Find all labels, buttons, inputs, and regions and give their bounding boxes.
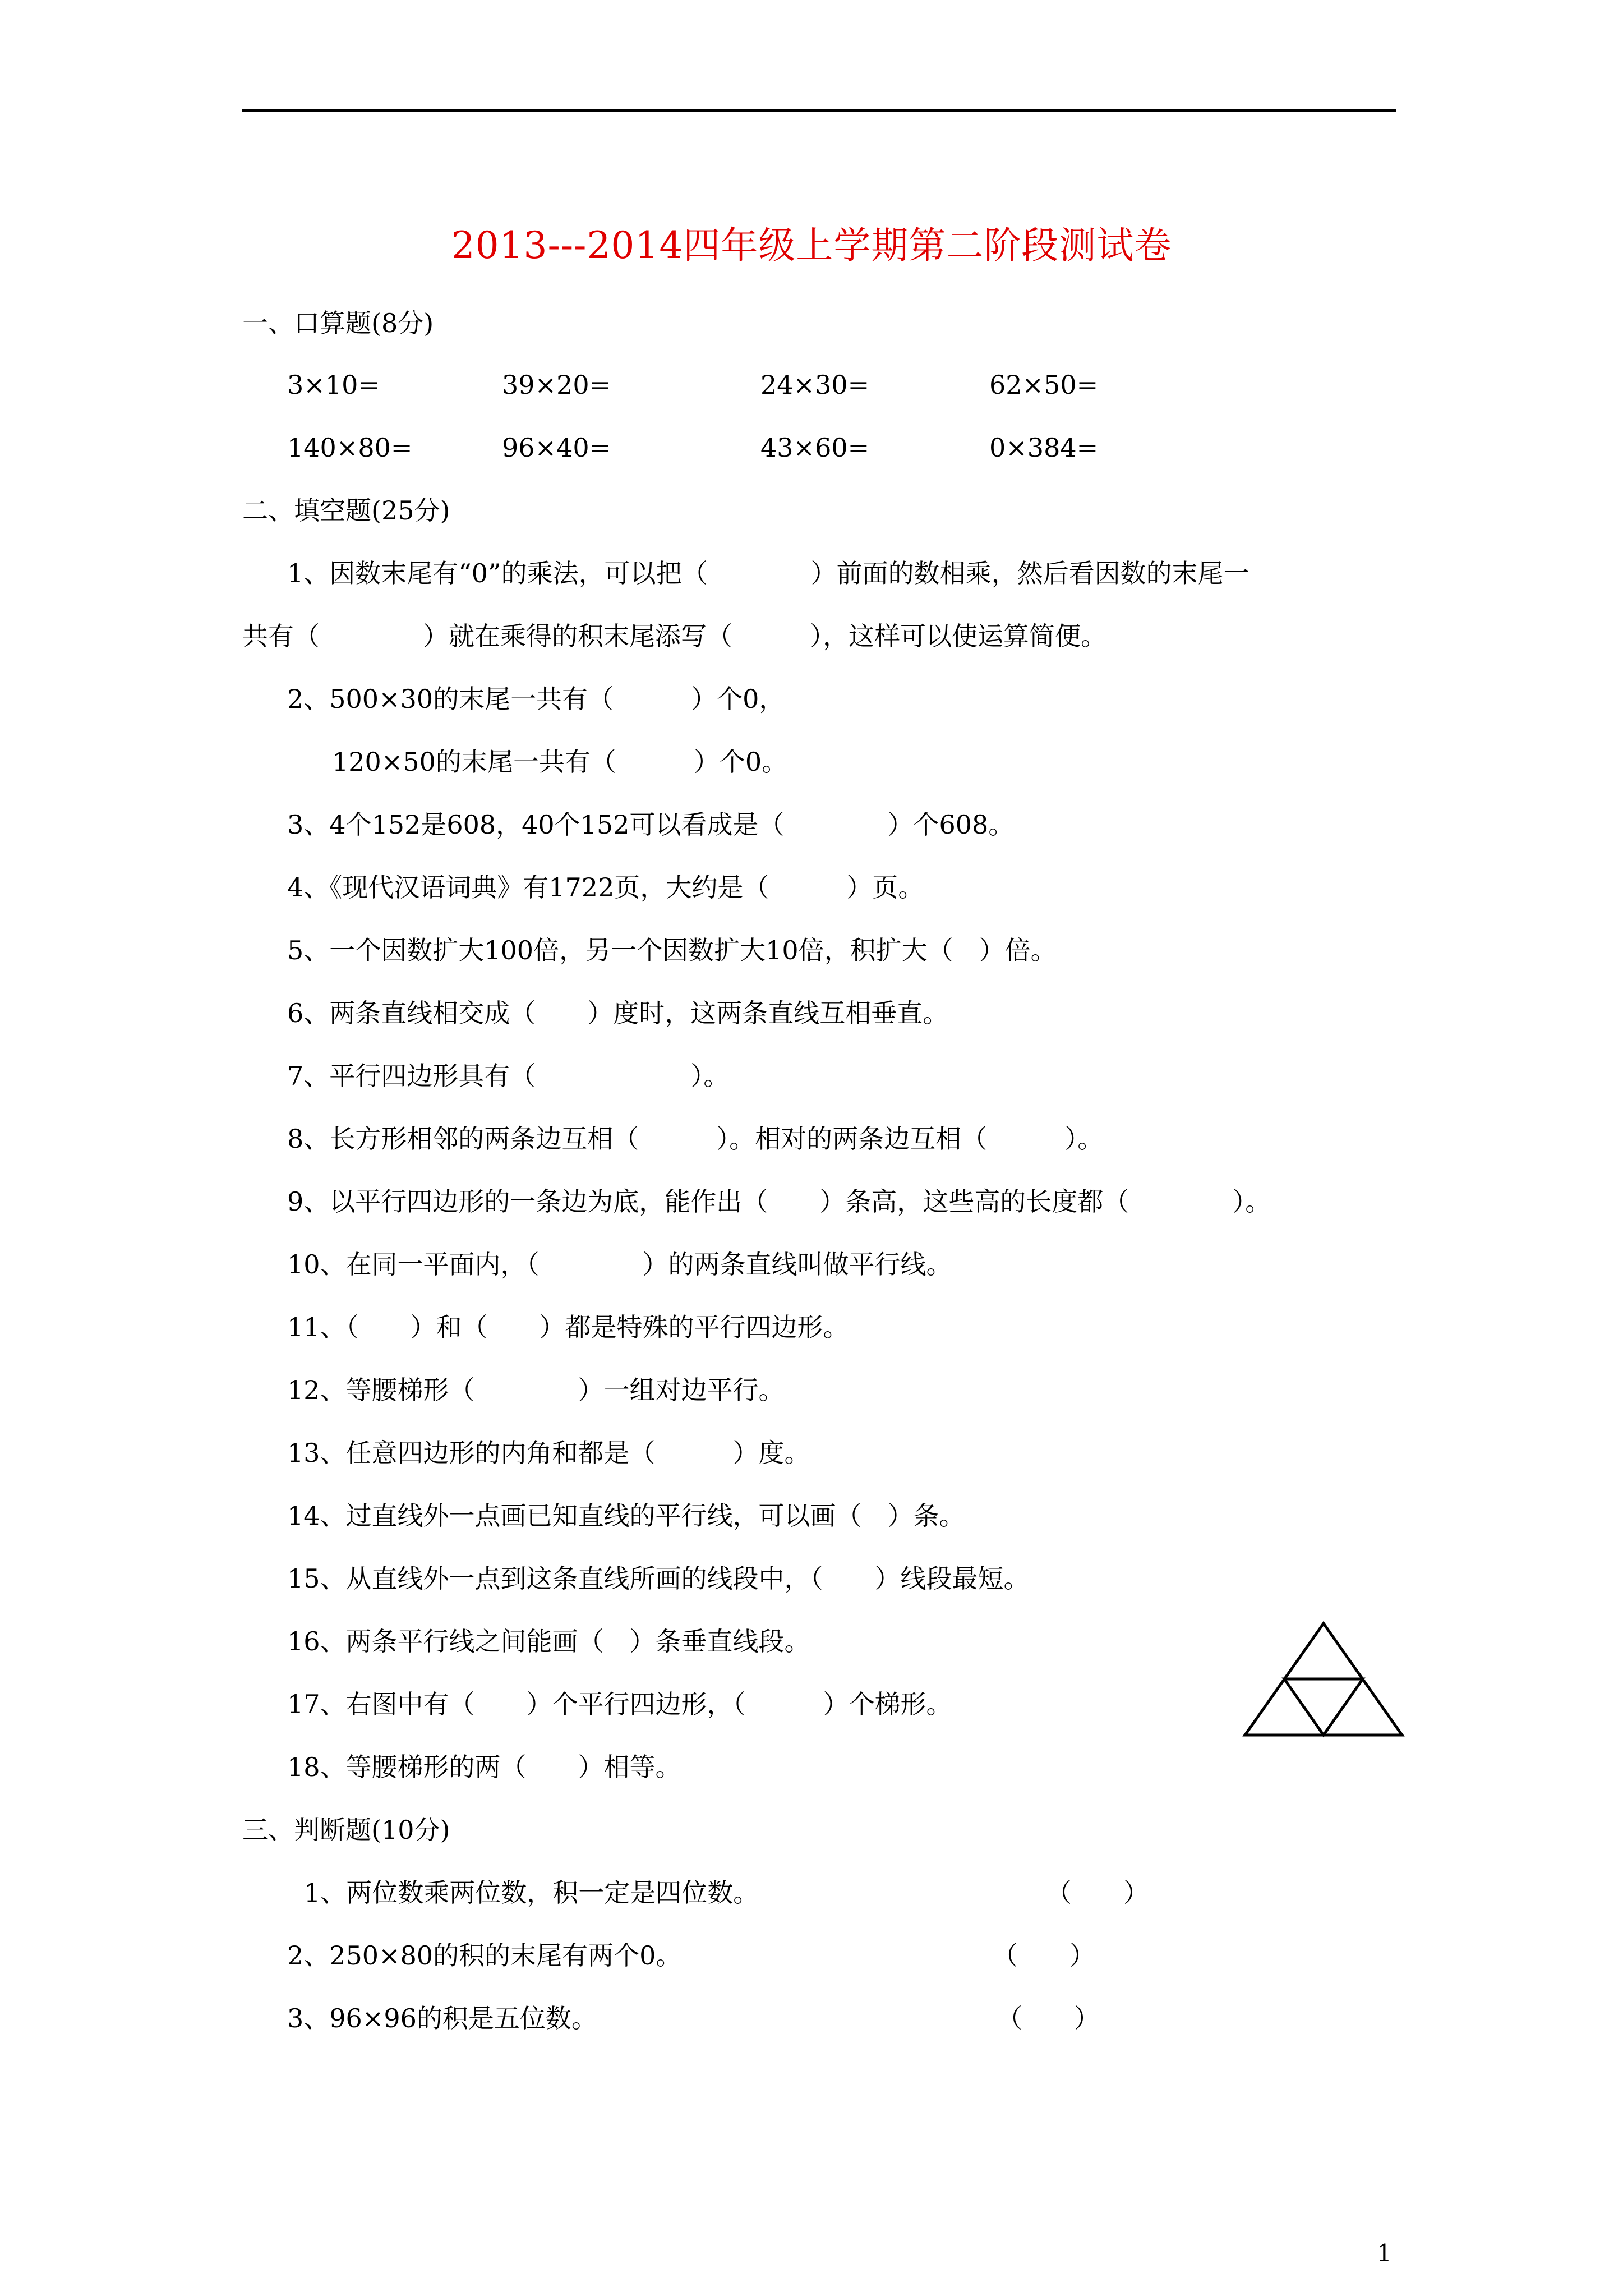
question-4: 4、《现代汉语词典》有1722页，大约是（ ）页。 [287, 872, 924, 903]
oral-item: 62×50= [989, 370, 1099, 400]
question-1-line-1: 1、因数末尾有“0”的乘法，可以把（ ）前面的数相乘，然后看因数的末尾一 [287, 558, 1249, 588]
oral-item: 43×60= [760, 432, 870, 463]
question-8: 8、长方形相邻的两条边互相（ ）。相对的两条边互相（ ）。 [287, 1124, 1104, 1154]
question-6: 6、两条直线相交成（ ）度时，这两条直线互相垂直。 [287, 998, 949, 1028]
question-1-line-2: 共有（ ）就在乘得的积末尾添写（ ），这样可以使运算简便。 [242, 621, 1106, 651]
page-number: 1 [1377, 2239, 1392, 2267]
question-12: 12、等腰梯形（ ）一组对边平行。 [287, 1375, 785, 1405]
judge-item-1: 1、两位数乘两位数，积一定是四位数。 [304, 1878, 759, 1908]
question-7: 7、平行四边形具有（ ）。 [287, 1061, 730, 1091]
oral-item: 140×80= [287, 432, 413, 463]
oral-item: 24×30= [760, 370, 870, 400]
judge-item-3-blank: （ ） [997, 2003, 1100, 2033]
exam-title: 2013---2014四年级上学期第二阶段测试卷 [451, 224, 1172, 267]
inner-triangle [1284, 1679, 1363, 1735]
oral-item: 39×20= [502, 370, 611, 400]
triangle-figure [1242, 1621, 1410, 1739]
oral-item: 96×40= [502, 432, 611, 463]
section3-heading: 三、判断题(10分) [242, 1815, 450, 1845]
question-14: 14、过直线外一点画已知直线的平行线，可以画（ ）条。 [287, 1501, 965, 1531]
oral-item: 0×384= [989, 432, 1099, 463]
question-2-line-2: 120×50的末尾一共有（ ）个0。 [332, 747, 788, 777]
question-17: 17、右图中有（ ）个平行四边形，（ ）个梯形。 [287, 1689, 952, 1719]
question-11: 11、（ ）和（ ）都是特殊的平行四边形。 [287, 1312, 849, 1342]
judge-item-2-blank: （ ） [992, 1940, 1095, 1971]
question-16: 16、两条平行线之间能画（ ）条垂直线段。 [287, 1626, 810, 1657]
question-2-line-1: 2、500×30的末尾一共有（ ）个0， [287, 684, 785, 714]
oral-item: 3×10= [287, 370, 380, 400]
section1-heading: 一、口算题(8分) [242, 308, 434, 338]
header-rule [242, 109, 1396, 112]
question-13: 13、任意四边形的内角和都是（ ）度。 [287, 1438, 810, 1468]
question-10: 10、在同一平面内，（ ）的两条直线叫做平行线。 [287, 1249, 952, 1280]
judge-item-2: 2、250×80的积的末尾有两个0。 [287, 1940, 682, 1971]
question-9: 9、以平行四边形的一条边为底，能作出（ ）条高，这些高的长度都（ ）。 [287, 1186, 1271, 1217]
question-15: 15、从直线外一点到这条直线所画的线段中，（ ）线段最短。 [287, 1563, 1030, 1594]
judge-item-1-blank: （ ） [1046, 1878, 1149, 1908]
section2-heading: 二、填空题(25分) [242, 495, 450, 526]
question-3: 3、4个152是608，40个152可以看成是（ ）个608。 [287, 809, 1015, 840]
question-5: 5、一个因数扩大100倍，另一个因数扩大10倍，积扩大（ ）倍。 [287, 935, 1057, 965]
question-18: 18、等腰梯形的两（ ）相等。 [287, 1752, 681, 1782]
judge-item-3: 3、96×96的积是五位数。 [287, 2003, 597, 2033]
